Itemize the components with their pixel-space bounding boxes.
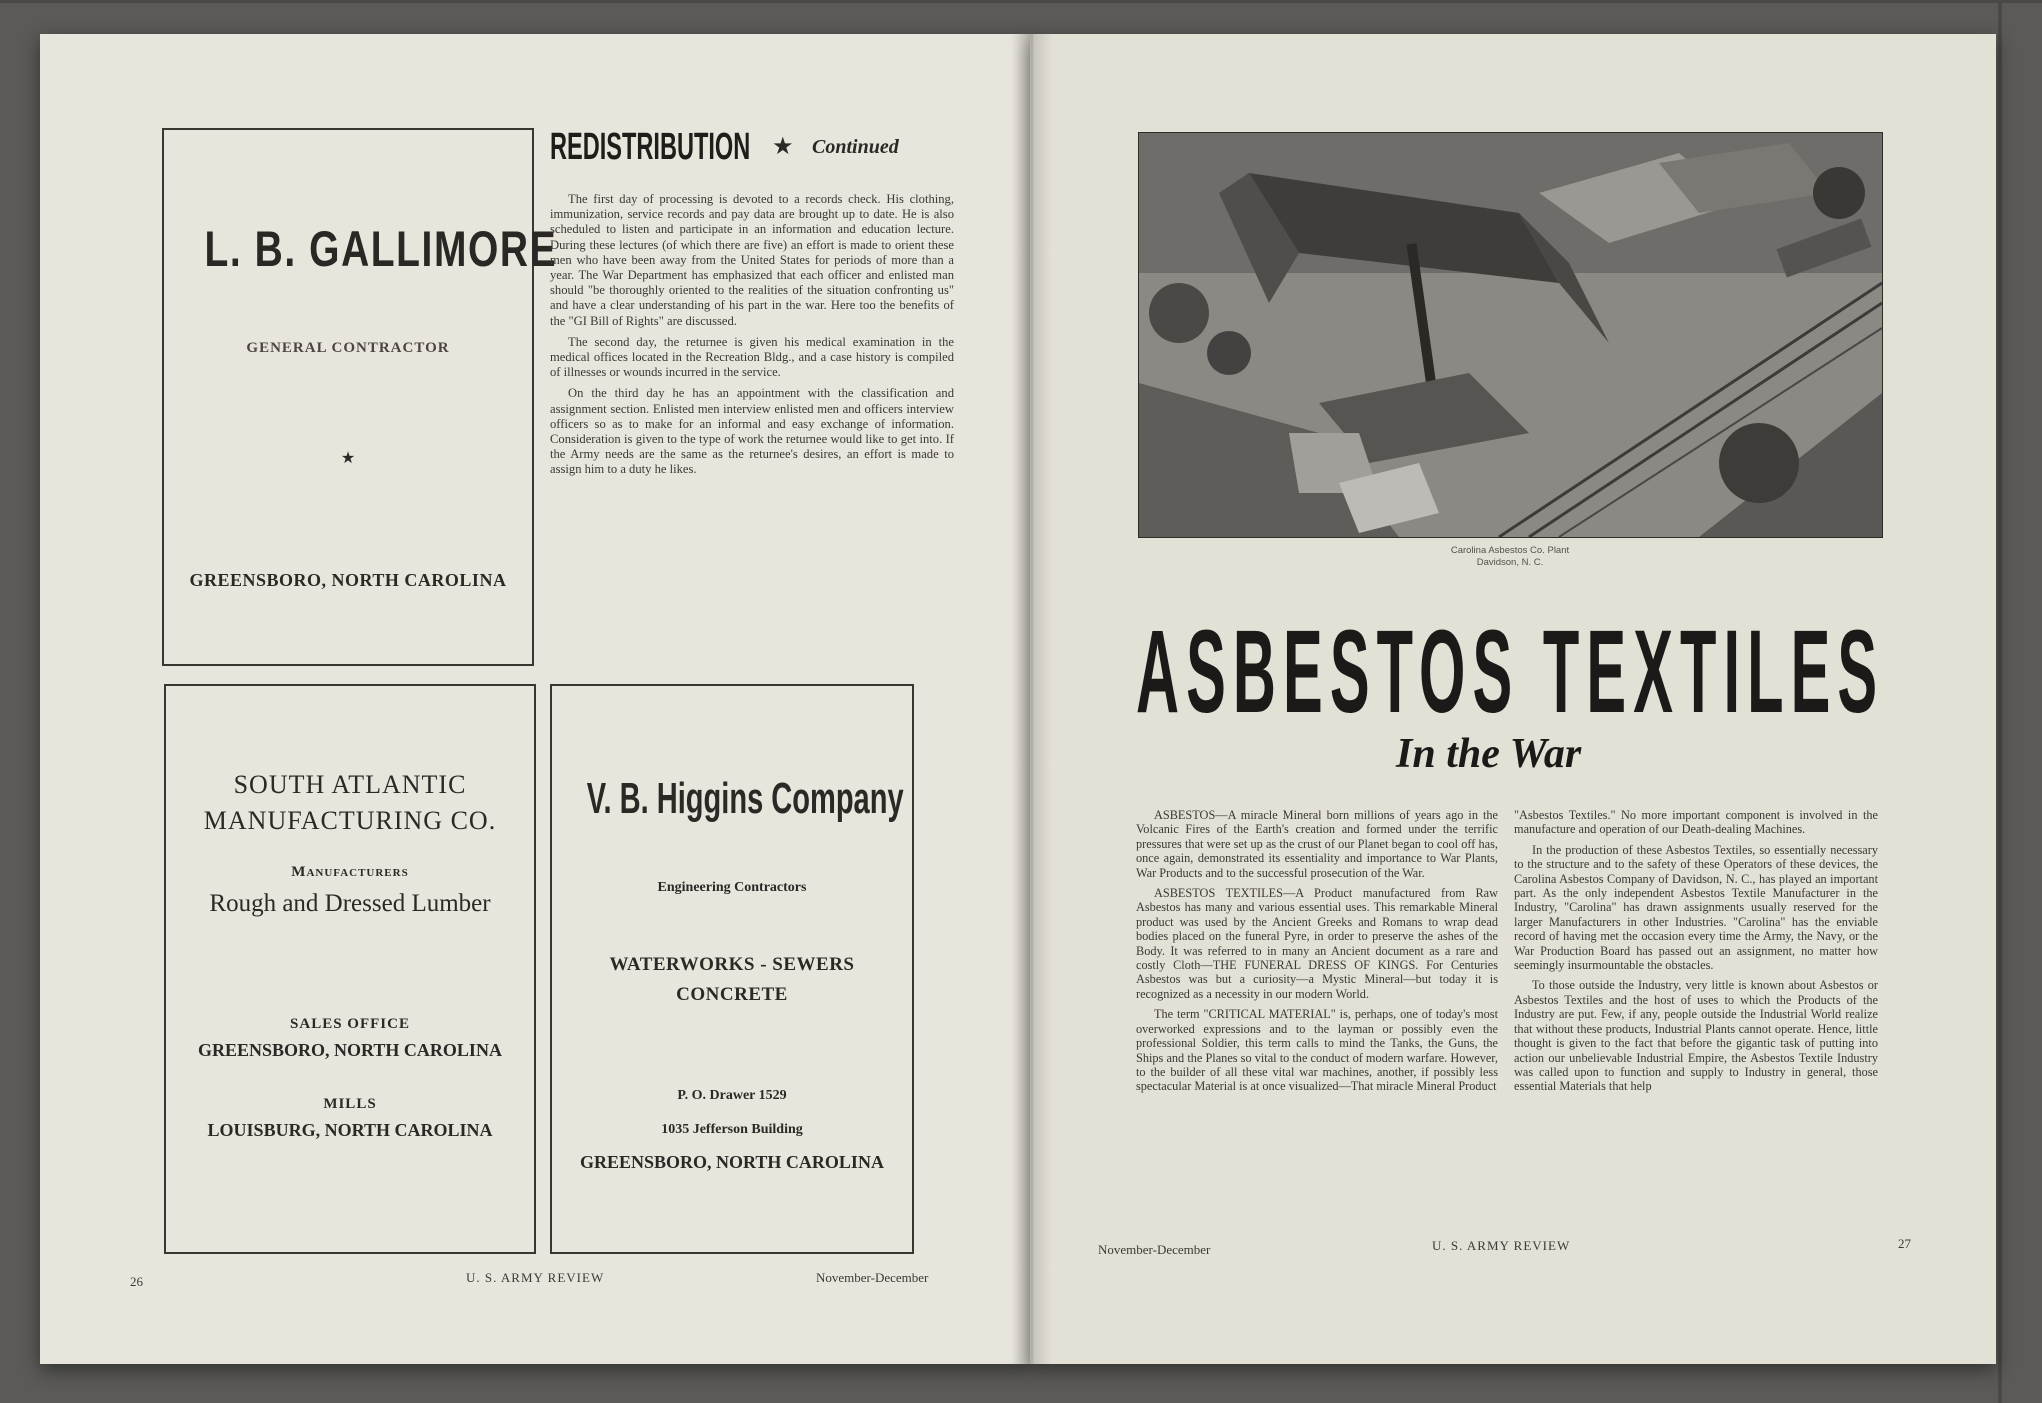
background-seam — [1998, 0, 2002, 1403]
higgins-location: GREENSBORO, NORTH CAROLINA — [580, 1152, 884, 1172]
plant-aerial-image — [1139, 133, 1882, 537]
south-atlantic-ad — [164, 684, 536, 1254]
photo-caption: Carolina Asbestos Co. Plant — [1450, 545, 1570, 556]
product-label: Rough and Dressed Lumber — [209, 890, 491, 917]
gallimore-name: L. B. GALLIMORE — [204, 221, 558, 277]
south-atlantic-name: SOUTH ATLANTIC — [233, 770, 467, 799]
higgins-name: V. B. Higgins Company — [586, 774, 904, 823]
higgins-ad — [550, 684, 914, 1254]
continued-label: Continued — [812, 136, 899, 158]
article-paragraph: "Asbestos Textiles." No more important component is involved in the manufacture and operation of our Death-dealing Machines. — [1514, 808, 1878, 837]
article-subheadline: In the War — [1396, 731, 1582, 777]
manufacturers-label: Manufacturers — [291, 864, 409, 880]
gallimore-location: GREENSBORO, NORTH CAROLINA — [189, 570, 507, 590]
higgins-services: WATERWORKS - SEWERS — [609, 954, 855, 975]
sales-office-label: SALES OFFICE — [290, 1016, 410, 1032]
redistribution-paragraph: On the third day he has an appointment with the classification and assignment section. Enlisted men interview enlisted men and officers interview officers so as to make for an informal and easy exchange of information. Consideration is given to the type of work the returnee would like to get into. If the Army needs are the same as the returnee's desires, an effort is made to assign him to a duty he likes. — [550, 386, 954, 477]
gallimore-subtitle: GENERAL CONTRACTOR — [246, 340, 450, 356]
plant-aerial-photo — [1138, 132, 1883, 538]
publication-name: U. S. ARMY REVIEW — [1432, 1238, 1571, 1253]
redistribution-paragraph: The second day, the returnee is given his medical examination in the medical offices located in the Recreation Bldg., and a case history is compiled of illnesses or wounds incurred in the service. — [550, 334, 954, 380]
issue-date: November-December — [1098, 1242, 1211, 1257]
page-number: 27 — [1898, 1236, 1911, 1251]
article-column-1 — [1136, 808, 1498, 1100]
higgins-subtitle: Engineering Contractors — [657, 880, 807, 895]
mills-location: LOUISBURG, NORTH CAROLINA — [207, 1120, 493, 1140]
higgins-address: 1035 Jefferson Building — [661, 1122, 803, 1137]
redistribution-heading-row — [550, 126, 960, 166]
redistribution-body — [550, 192, 954, 484]
sales-office-location: GREENSBORO, NORTH CAROLINA — [198, 1040, 502, 1060]
south-atlantic-name: MANUFACTURING CO. — [203, 806, 497, 835]
article-headline: ASBESTOS TEXTILES — [1136, 606, 1885, 738]
article-column-2 — [1514, 808, 1878, 1100]
redistribution-paragraph: The first day of processing is devoted to a records check. His clothing, immunization, service records and pay data are brought up to date. He is also scheduled to listen and participate in an information and education lecture. During these lectures (of which there are five) an effort is made to orient these men who have been away from the United States for periods of more than a year. The War Department has emphasized that each officer and enlisted man should "be thoroughly oriented to the realities of the situation confronting us" and have a clear understanding of his part in the war. Here too the benefits of the "GI Bill of Rights" are discussed. — [550, 192, 954, 328]
higgins-services: CONCRETE — [676, 984, 788, 1005]
article-paragraph: The term "CRITICAL MATERIAL" is, perhaps, one of today's most overworked expressions and to the layman or possibly even the professional Soldier, this term calls to mind the Tanks, the Guns, the Ships and the Planes so vital to the conduct of modern warfare. However, to the builder of all these vital war machines, another, if possibly less spectacular Material is at once visualized—That miracle Mineral Product — [1136, 1007, 1498, 1094]
background-seam — [0, 0, 2042, 3]
star-icon: ★ — [340, 450, 356, 467]
gallimore-ad — [162, 128, 558, 666]
page-number: 26 — [130, 1274, 143, 1289]
photo-caption: Davidson, N. C. — [1476, 557, 1544, 568]
article-paragraph: In the production of these Asbestos Textiles, so essentially necessary to the structure and to the safety of these Operators of these devices, the Carolina Asbestos Company of Davidson, N. C., has played an important part. As the only independent Asbestos Textile Manufacturer in the Industry, "Carolina" has drawn assignments usually reserved for the larger Manufacturers in other Industries. "Carolina" has the enviable record of having met the occasion every time the Army, the Navy, or the War Production Board has passed out an assignment, no matter how seemingly insurmountable the obstacles. — [1514, 842, 1878, 973]
higgins-address: P. O. Drawer 1529 — [677, 1088, 787, 1103]
article-paragraph: ASBESTOS—A miracle Mineral born millions of years ago in the Volcanic Fires of the Earth's creation and formed under the terrific pressures that were set up as the crust of our Planet began to cool off has, once again, demonstrated its essentiality and importance to War Plants, War Products and to the successful prosecution of the War. — [1136, 808, 1498, 880]
redistribution-heading: REDISTRIBUTION — [550, 126, 751, 168]
page-gutter — [1012, 34, 1052, 1364]
mills-label: MILLS — [323, 1096, 377, 1112]
article-paragraph: ASBESTOS TEXTILES—A Product manufactured from Raw Asbestos has many and various essential uses. This remarkable Mineral product was used by the Ancient Greeks and Romans to wrap dead bodies placed on the funeral Pyre, in order to preserve the ashes of the Body. It was referred to in many an Ancient document as a rare and costly Cloth—THE FUNERAL DRESS OF KINGS. For Centuries Asbestos was but a curiosity—a Mystic Mineral—but today it is recognized as a necessity in our modern World. — [1136, 886, 1498, 1001]
left-page — [40, 34, 1030, 1364]
star-icon: ★ — [772, 134, 794, 160]
issue-date: November-December — [816, 1270, 929, 1285]
article-paragraph: To those outside the Industry, very little is known about Asbestos or Asbestos Textiles and the host of uses to which the Products of the Industry are put. Few, if any, people outside the Industrial World realize that without these products, Industrial Plants cannot operate. Hence, little thought is given to the fact that before the gigantic task of putting into action our unbelievable Industrial Empire, the Asbestos Textile Industry was called upon to function and supply to Industry in general, those essential Materials that help — [1514, 978, 1878, 1094]
publication-name: U. S. ARMY REVIEW — [466, 1270, 605, 1285]
